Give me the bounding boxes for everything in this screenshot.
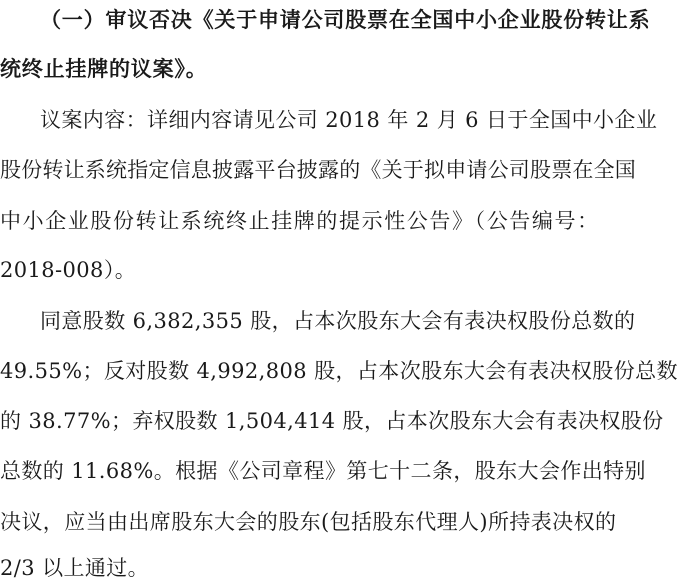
proposal-content-line-3: 中小企业股份转让系统终止挂牌的提示性公告》（公告编号： — [0, 209, 600, 233]
proposal-content-line-2: 股份转让系统指定信息披露平台披露的《关于拟申请公司股票在全国 — [0, 158, 636, 182]
vote-result-line-2: 49.55%；反对股数 4,992,808 股，占本次股东大会有表决权股份总数 — [0, 359, 678, 383]
vote-result-line-1: 同意股数 6,382,355 股，占本次股东大会有表决权股份总数的 — [40, 309, 636, 333]
proposal-content-line-1: 议案内容：详细内容请见公司 2018 年 2 月 6 日于全国中小企业 — [40, 108, 658, 132]
vote-result-line-4: 总数的 11.68%。根据《公司章程》第七十二条，股东大会作出特别 — [0, 459, 646, 483]
resolution-heading-line-2: 统终止挂牌的议案》。 — [0, 56, 208, 81]
vote-result-line-6: 2/3 以上通过。 — [0, 556, 150, 580]
resolution-heading-line-1: （一）审议否决《关于申请公司股票在全国中小企业股份转让系 — [40, 7, 651, 32]
vote-result-line-3: 的 38.77%；弃权股数 1,504,414 股，占本次股东大会有表决权股份 — [0, 409, 664, 433]
proposal-content-line-4: 2018-008）。 — [0, 258, 137, 282]
vote-result-line-5: 决议，应当由出席股东大会的股东(包括股东代理人)所持表决权的 — [0, 510, 617, 534]
